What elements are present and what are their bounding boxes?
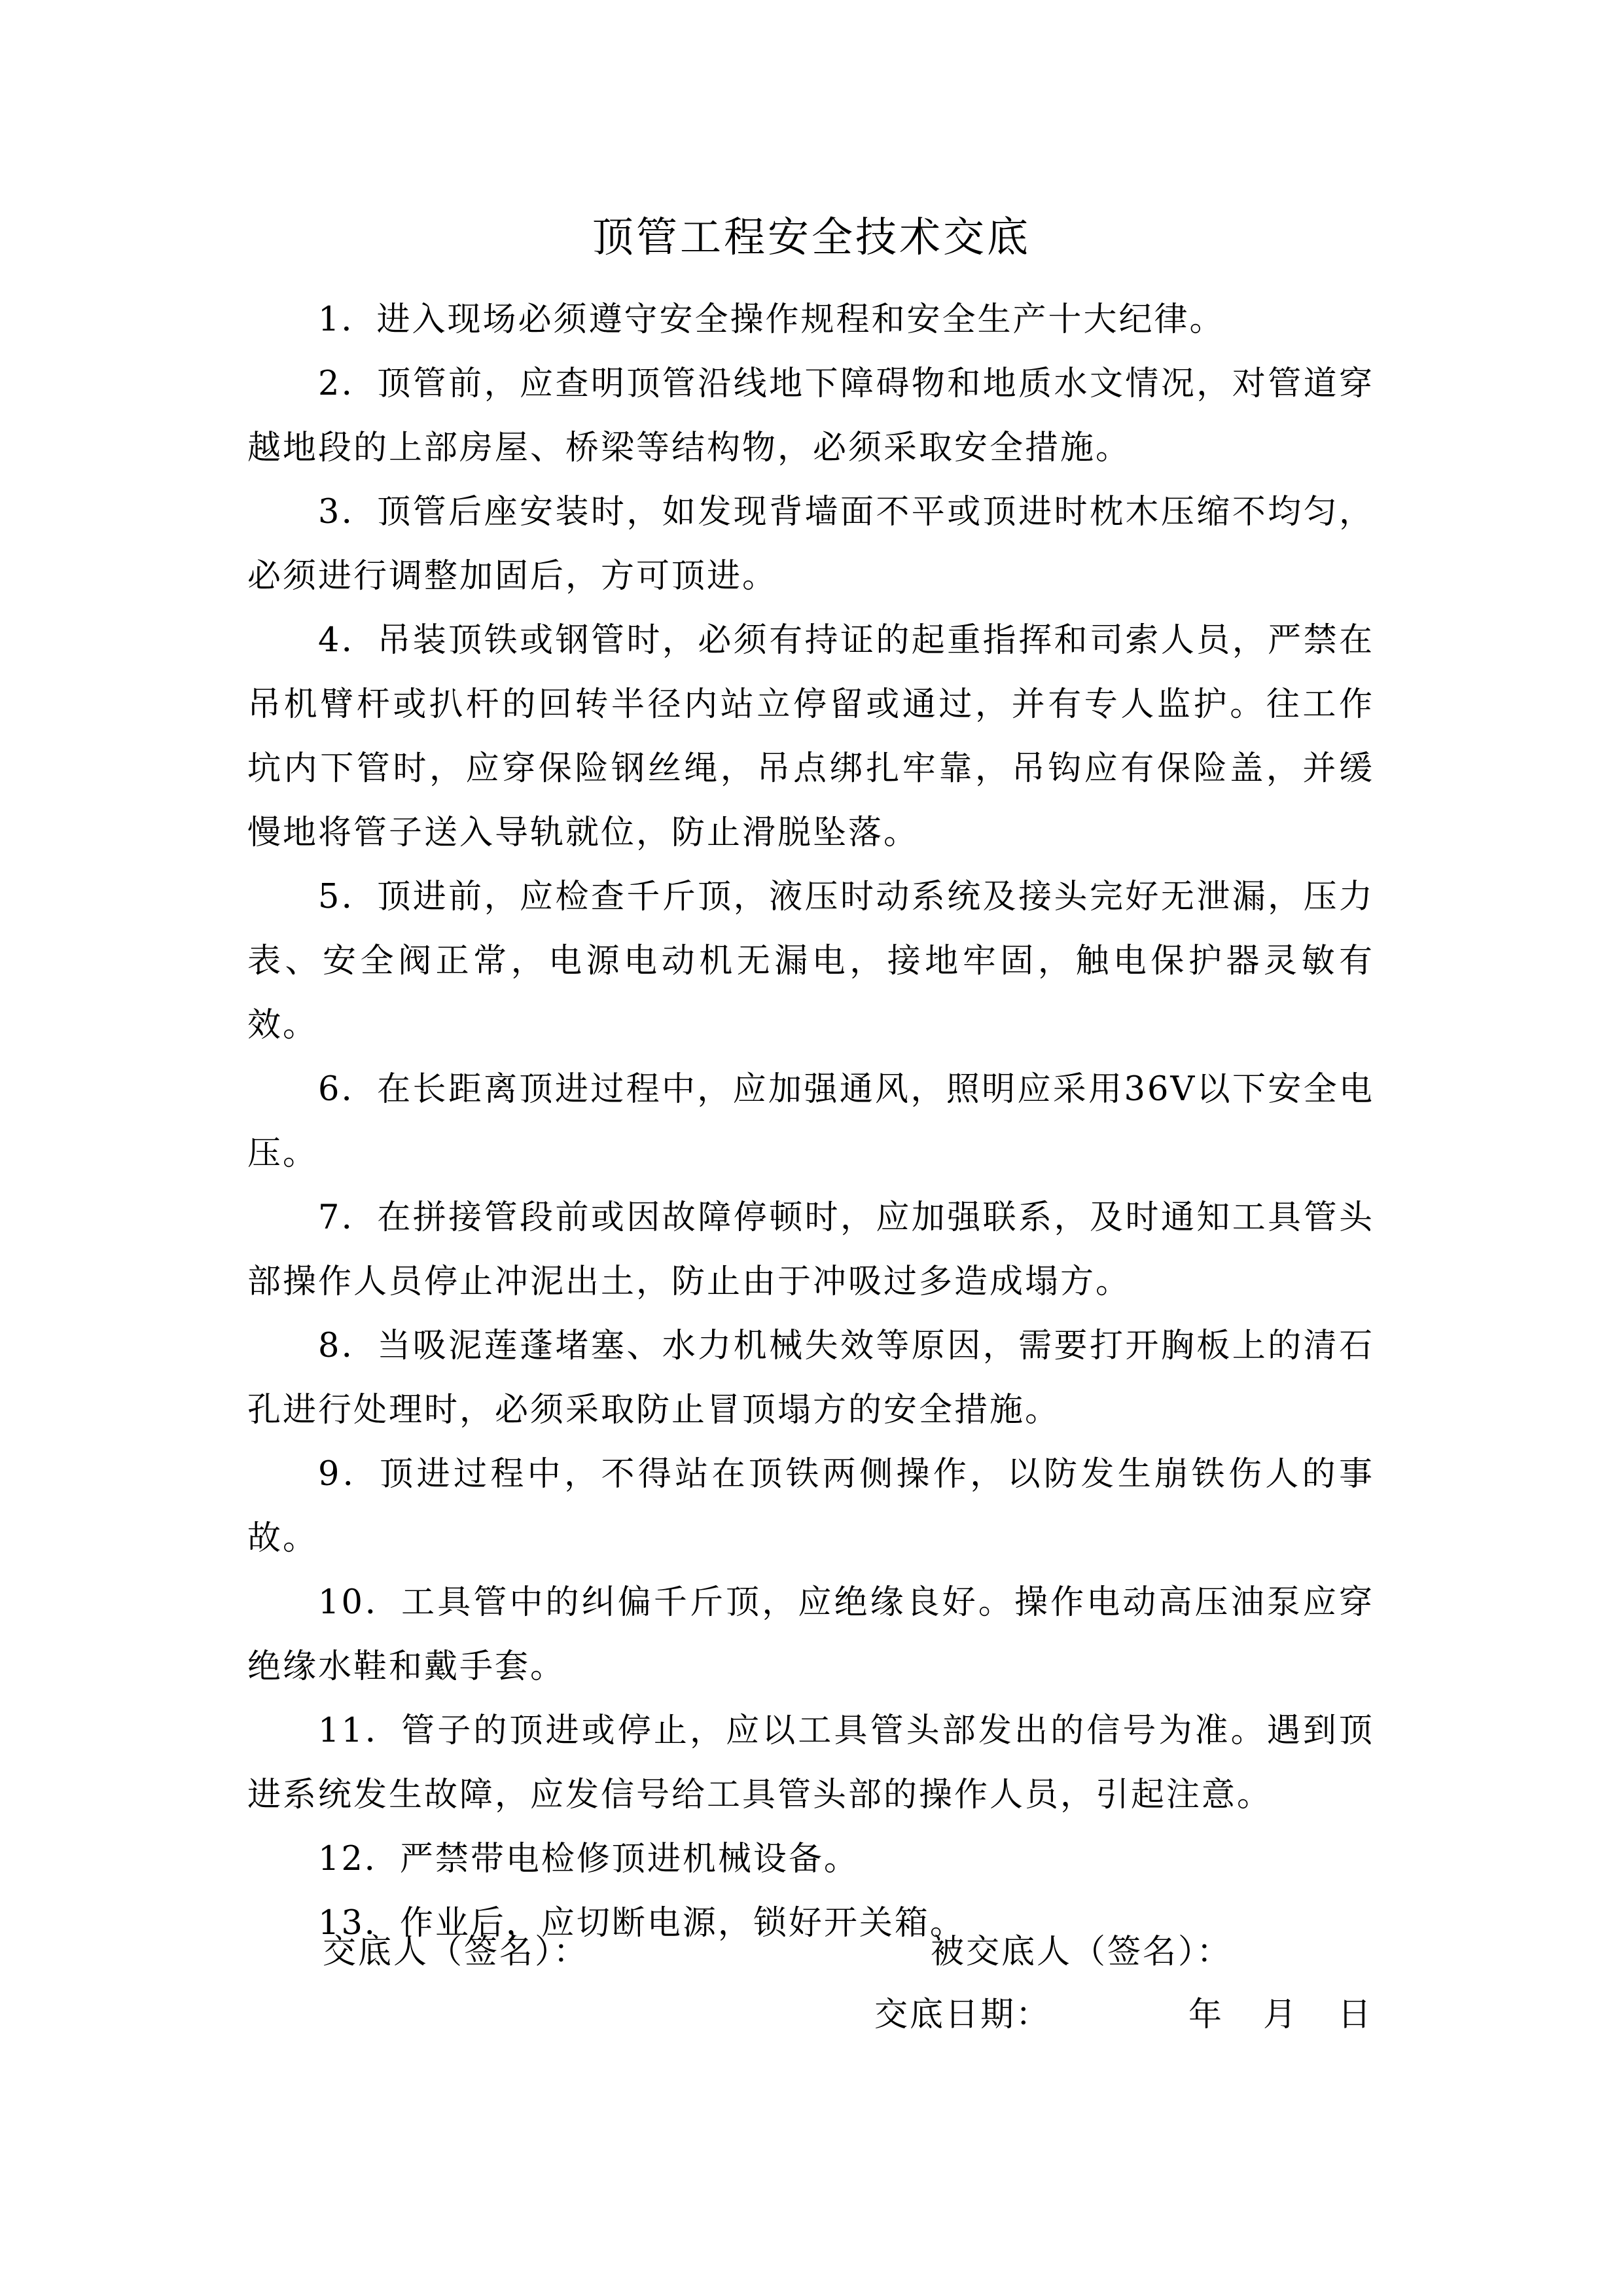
paragraph-6: 6．在长距离顶进过程中，应加强通风，照明应采用36V以下安全电压。 <box>247 1070 1374 1173</box>
month-label: 月 <box>1263 1996 1299 2034</box>
paragraph-3: 3．顶管后座安装时，如发现背墙面不平或顶进时枕木压缩不均匀，必须进行调整加固后，方可顶进。 <box>247 493 1374 596</box>
paragraph-13: 13．作业后，应切断电源，锁好开关箱。 <box>318 1904 965 1943</box>
paragraph-4: 4．吊装顶铁或钢管时，必须有持证的起重指挥和司索人员，严禁在吊机臂杆或扒杆的回转半径内站立停留或通过，并有专人监护。往工作坑内下管时，应穿保险钢丝绳，吊点绑扎牢靠，吊钩应有保险盖，并缓慢地将管子送入导轨就位，防止滑脱坠落。 <box>247 621 1374 852</box>
paragraph-10: 10．工具管中的纠偏千斤顶，应绝缘良好。操作电动高压油泵应穿绝缘水鞋和戴手套。 <box>247 1583 1374 1686</box>
recipient-signature-label: 被交底人（签名）： <box>931 1933 1232 1971</box>
paragraph-7: 7．在拼接管段前或因故障停顿时，应加强联系，及时通知工具管头部操作人员停止冲泥出土，防止由于冲吸过多造成塌方。 <box>247 1198 1374 1301</box>
paragraph-9: 9．顶进过程中，不得站在顶铁两侧操作，以防发生崩铁伤人的事故。 <box>247 1455 1374 1558</box>
day-label: 日 <box>1338 1996 1374 2034</box>
paragraph-11: 11．管子的顶进或停止，应以工具管头部发出的信号为准。遇到顶进系统发生故障，应发信号给工具管头部的操作人员，引起注意。 <box>247 1712 1374 1814</box>
paragraph-8: 8．当吸泥莲蓬堵塞、水力机械失效等原因，需要打开胸板上的清石孔进行处理时，必须采取防止冒顶塌方的安全措施。 <box>247 1327 1374 1429</box>
date-label: 交底日期： <box>874 1996 1052 2034</box>
paragraph-5: 5．顶进前，应检查千斤顶，液压时动系统及接头完好无泄漏，压力表、安全阀正常，电源电动机无漏电，接地牢固，触电保护器灵敏有效。 <box>247 878 1374 1045</box>
paragraph-12: 12．严禁带电检修顶进机械设备。 <box>318 1840 859 1878</box>
paragraph-1: 1．进入现场必须遵守安全操作规程和安全生产十大纪律。 <box>318 300 1225 339</box>
paragraph-2: 2．顶管前，应查明顶管沿线地下障碍物和地质水文情况，对管道穿越地段的上部房屋、桥梁等结构物，必须采取安全措施。 <box>247 365 1374 467</box>
disclosure-date-row <box>874 1983 1373 2047</box>
discloser-signature-label: 交底人（签名）： <box>323 1933 589 1971</box>
year-label: 年 <box>1188 1996 1224 2034</box>
document-title: 顶管工程安全技术交底 <box>592 213 1031 261</box>
document-body <box>247 288 1374 1956</box>
